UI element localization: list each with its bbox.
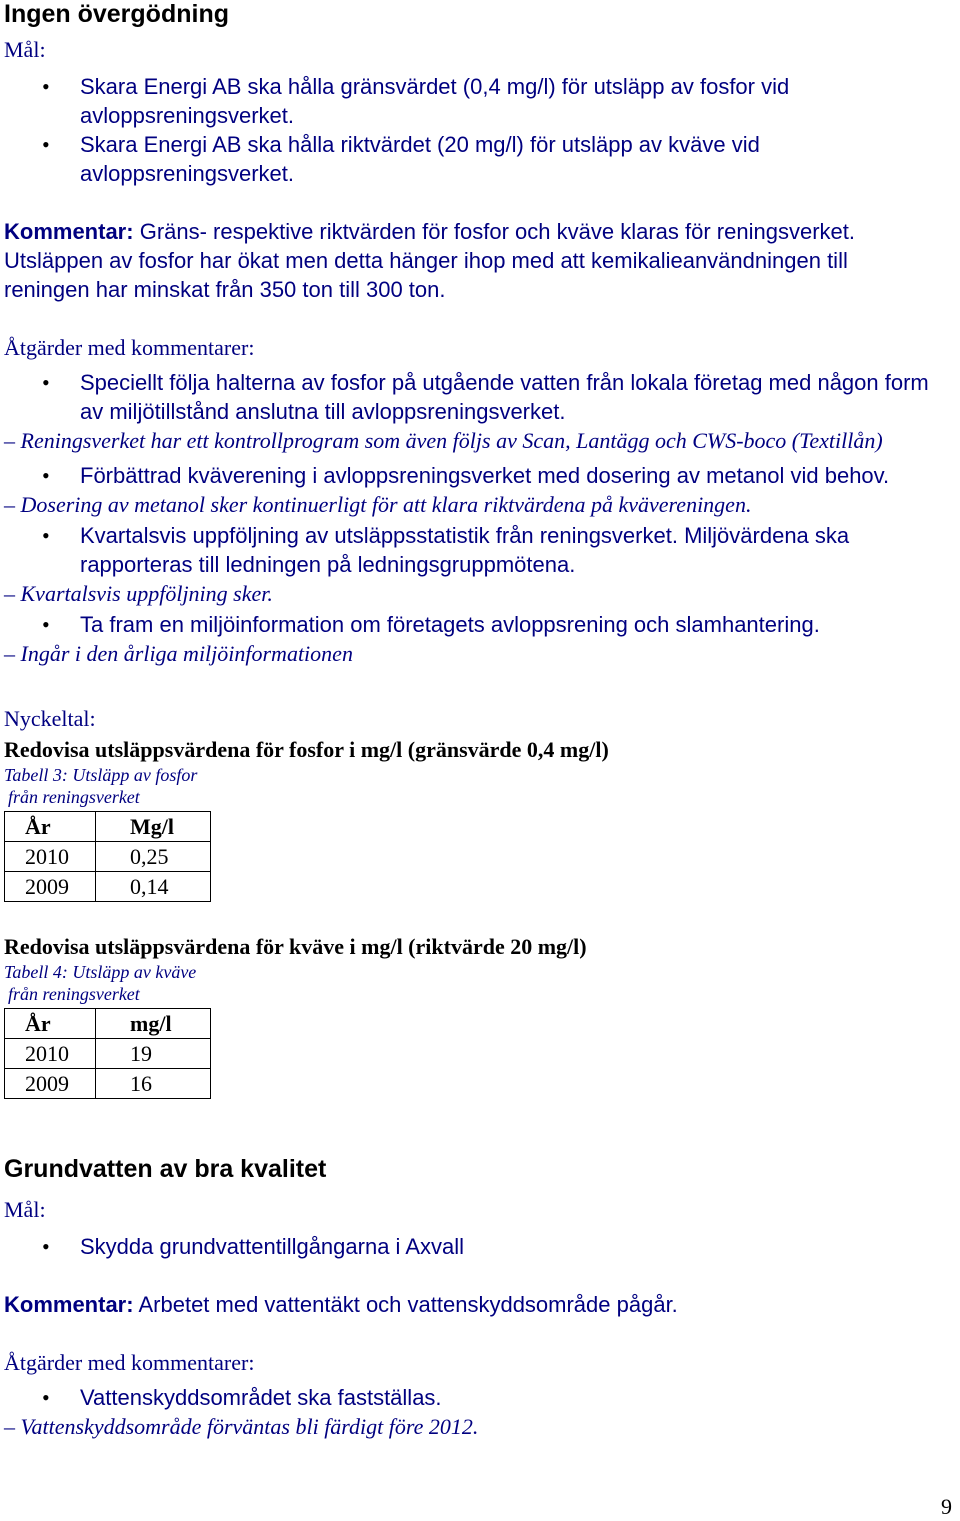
table-row: [5, 1039, 211, 1069]
goal-list: [4, 72, 954, 188]
actions-list-2: [4, 461, 954, 490]
table-row: [5, 872, 211, 902]
actions-list-3: [4, 521, 954, 579]
list-item: • Kvartalsvis uppföljning av utsläppsstatistik från reningsverket. Miljövärdena ska rapporteras till ledningen på ledningsgruppmötena.: [42, 523, 850, 577]
list-item: • Skydda grundvattentillgångarna i Axvall: [42, 1234, 465, 1259]
phosphorus-heading: Redovisa utsläppsvärdena för fosfor i mg/l (gränsvärde 0,4 mg/l): [4, 737, 609, 762]
bullet-icon: •: [42, 74, 50, 99]
bullet-icon: •: [42, 132, 50, 157]
section-title: Grundvatten av bra kvalitet: [4, 1155, 327, 1183]
goal-list: [4, 1232, 954, 1261]
actions-label: Åtgärder med kommentarer:: [4, 1350, 255, 1375]
goal-label: Mål:: [4, 1197, 46, 1222]
header-cell: År: [5, 1009, 96, 1039]
table-caption: Tabell 3: Utsläpp av fosfor: [4, 765, 198, 785]
bullet-icon: •: [42, 370, 50, 395]
table-cell: 0,25: [96, 842, 211, 872]
list-item: • Vattenskyddsområdet ska fastställas.: [42, 1385, 442, 1410]
section-title: Ingen övergödning: [4, 0, 229, 28]
nitrogen-heading: Redovisa utsläppsvärdena för kväve i mg/l (riktvärde 20 mg/l): [4, 934, 587, 959]
list-item: • Skara Energi AB ska hålla gränsvärdet (0,4 mg/l) för utsläpp av fosfor vid avloppsreningsverket.: [42, 74, 790, 128]
actions-list-4: [4, 610, 954, 639]
table-row: [5, 842, 211, 872]
bullet-icon: •: [42, 523, 50, 548]
bullet-icon: •: [42, 463, 50, 488]
actions-list: [4, 1383, 954, 1412]
nitrogen-table: [4, 1008, 211, 1099]
table-cell: 2010: [5, 1039, 96, 1069]
table-cell: 2010: [5, 842, 96, 872]
table-cell: 2009: [5, 872, 96, 902]
bullet-icon: •: [42, 1234, 50, 1259]
list-item: • Förbättrad kväverening i avloppsreningsverket med dosering av metanol vid behov.: [42, 463, 890, 488]
comment-paragraph: Kommentar: Arbetet med vattentäkt och vattenskyddsområde pågår.: [4, 1292, 678, 1317]
bullet-icon: •: [42, 1385, 50, 1410]
list-item: • Ta fram en miljöinformation om företagets avloppsrening och slamhantering.: [42, 612, 820, 637]
action-comment: – Vattenskyddsområde förväntas bli färdigt före 2012.: [4, 1414, 479, 1439]
list-item: • Skara Energi AB ska hålla riktvärdet (20 mg/l) för utsläpp av kväve vid avloppsreningsverket.: [42, 132, 760, 186]
action-comment: – Reningsverket har ett kontrollprogram som även följs av Scan, Lantägg och CWS-boco (Textillån): [4, 428, 883, 453]
header-cell: År: [5, 812, 96, 842]
header-cell: Mg/l: [96, 812, 211, 842]
action-comment: – Kvartalsvis uppföljning sker.: [4, 581, 273, 606]
key-figures-label: Nyckeltal:: [4, 706, 96, 731]
header-cell: mg/l: [96, 1009, 211, 1039]
actions-label: Åtgärder med kommentarer:: [4, 335, 255, 360]
page-number: 9: [941, 1494, 952, 1519]
table-cell: 0,14: [96, 872, 211, 902]
table-caption: från reningsverket: [8, 787, 140, 807]
table-cell: 2009: [5, 1069, 96, 1099]
document-page: [4, 0, 954, 1441]
table-cell: 19: [96, 1039, 211, 1069]
bullet-icon: •: [42, 612, 50, 637]
actions-list: [4, 368, 954, 426]
table-header-row: [5, 812, 211, 842]
table-caption: från reningsverket: [8, 984, 140, 1004]
table-caption: Tabell 4: Utsläpp av kväve: [4, 962, 197, 982]
action-comment: – Dosering av metanol sker kontinuerligt för att klara riktvärdena på kvävereningen.: [4, 492, 752, 517]
list-item: • Speciellt följa halterna av fosfor på utgående vatten från lokala företag med någon form av miljötillstånd anslutna till avloppsreningsverket.: [42, 370, 929, 424]
table-header-row: [5, 1009, 211, 1039]
table-cell: 16: [96, 1069, 211, 1099]
comment-paragraph: Kommentar: Gräns- respektive riktvärden för fosfor och kväve klaras för reningsverket. Utsläppen av fosfor har ökat men detta hänger ihop med att kemikalieanvändningen till reningen har minskat från 350 ton till 300 ton.: [4, 219, 855, 302]
table-row: [5, 1069, 211, 1099]
phosphorus-table: [4, 811, 211, 902]
goal-label: Mål:: [4, 37, 46, 62]
action-comment: – Ingår i den årliga miljöinformationen: [4, 641, 353, 666]
